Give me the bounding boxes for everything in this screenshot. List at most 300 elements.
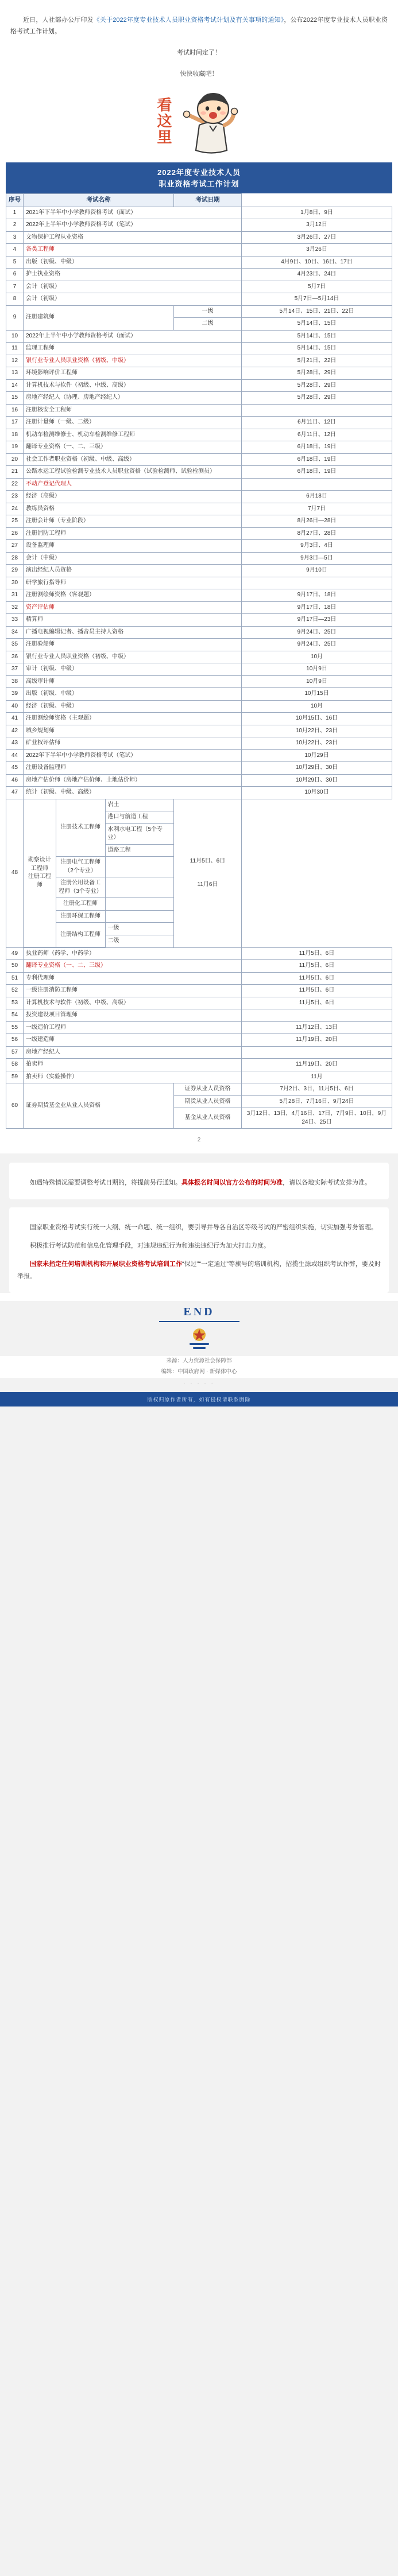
table-row bbox=[6, 441, 392, 454]
row-name: 出版（初级、中级） bbox=[24, 256, 242, 269]
table-row bbox=[6, 774, 392, 787]
row-number: 51 bbox=[6, 972, 24, 985]
row-name: 会计（中级） bbox=[24, 552, 242, 565]
row-number: 8 bbox=[6, 293, 24, 306]
row-number: 42 bbox=[6, 725, 24, 737]
row-name: 2022年下半年中小学教师资格考试（笔试） bbox=[24, 749, 242, 762]
nested-row bbox=[24, 799, 173, 811]
note-4-highlight: 国家未指定任何培训机构和开展职业资格考试培训工作 bbox=[30, 1260, 183, 1268]
group-label: 注册结构工程师 bbox=[56, 923, 105, 947]
row-date bbox=[242, 1009, 392, 1022]
table-row bbox=[6, 985, 392, 997]
row-name: 会计（初级） bbox=[24, 281, 242, 293]
header-name: 考试名称 bbox=[24, 194, 174, 207]
row-subname: 证券从业人员资格 bbox=[174, 1083, 242, 1096]
note-paragraph-3 bbox=[17, 1240, 381, 1252]
row-date bbox=[242, 577, 392, 589]
row-date bbox=[242, 1046, 392, 1059]
row-name: 计算机技术与软件（初级、中级、高级） bbox=[24, 379, 242, 392]
row-number: 11 bbox=[6, 343, 24, 355]
table-row bbox=[6, 1059, 392, 1071]
note-1-text: 如遇特殊情况需要调整考试日期的，将提前另行通知。 bbox=[30, 1179, 181, 1187]
row-name: 注册核安全工程师 bbox=[24, 404, 242, 417]
table-title-line1: 2022年度专业技术人员 bbox=[157, 168, 241, 177]
table-row bbox=[6, 392, 392, 405]
note-2-text: 国家职业资格考试实行统一大纲、统一命题、统一组织，要引导并导各自治区等级考试的严密组织实施，切实加强考务管理。 bbox=[30, 1224, 377, 1231]
row-date: 11月5日、6日 bbox=[242, 960, 392, 973]
row-number: 50 bbox=[6, 960, 24, 973]
row-date: 8月26日—28日 bbox=[242, 515, 392, 528]
row-number: 49 bbox=[6, 947, 24, 960]
row-name: 2022年上半年中小学教师资格考试（面试） bbox=[24, 330, 242, 343]
footer-source-2: 编辑：中国政府网 · 新媒体中心 bbox=[161, 1368, 237, 1375]
row-number: 15 bbox=[6, 392, 24, 405]
row-date: 5月14日、15日 bbox=[242, 343, 392, 355]
table-row bbox=[6, 453, 392, 466]
row-name: 专利代理师 bbox=[24, 972, 242, 985]
table-row bbox=[6, 219, 392, 232]
row-number: 26 bbox=[6, 527, 24, 540]
row-number: 52 bbox=[6, 985, 24, 997]
row-name: 经济（高级） bbox=[24, 491, 242, 503]
row-number: 9 bbox=[6, 305, 24, 330]
row-date: 11月 bbox=[242, 1071, 392, 1083]
table-row bbox=[6, 675, 392, 688]
row-number: 16 bbox=[6, 404, 24, 417]
row-date: 10月9日 bbox=[242, 663, 392, 676]
row-name: 机动车检测维修士、机动车检测维修工程师 bbox=[24, 429, 242, 441]
group-item: 岩土 bbox=[105, 799, 173, 811]
exam-schedule-table bbox=[6, 193, 392, 1129]
table-row bbox=[6, 527, 392, 540]
row-name: 经济（初级、中级） bbox=[24, 700, 242, 713]
end-word: END bbox=[183, 1305, 215, 1318]
footer-divider: · · · · · bbox=[0, 1378, 398, 1392]
row-date: 5月28日、7月16日、9月24日 bbox=[242, 1095, 392, 1108]
header-no: 序号 bbox=[6, 194, 24, 207]
schedule-table-wrap bbox=[0, 162, 398, 1129]
table-title-line2: 职业资格考试工作计划 bbox=[159, 179, 239, 188]
notice-line-2 bbox=[10, 68, 388, 80]
row-number: 32 bbox=[6, 601, 24, 614]
notice-text-2: 快快收藏吧！ bbox=[180, 70, 218, 77]
row-number: 6 bbox=[6, 269, 24, 281]
row-name: 注册设备监理师 bbox=[24, 762, 242, 775]
footer-source-1: 来源：人力资源社会保障部 bbox=[166, 1357, 232, 1364]
group-label: 注册技术工程师 bbox=[56, 799, 105, 857]
row-number: 28 bbox=[6, 552, 24, 565]
row-number: 60 bbox=[6, 1083, 24, 1129]
row-name: 各类工程师 bbox=[24, 244, 242, 257]
policy-link[interactable]: 《关于2022年度专业技术人员职业资格考试计划及有关事项的通知》 bbox=[93, 17, 284, 24]
row-date: 4月9日、10日、16日、17日 bbox=[242, 256, 392, 269]
footer-copyright: 版权归原作者所有，如有侵权请联系删除 bbox=[0, 1392, 398, 1406]
row-date bbox=[242, 404, 392, 417]
row-subname: 基金从业人员资格 bbox=[174, 1108, 242, 1129]
group-item: 道路工程 bbox=[105, 844, 173, 857]
row-number: 43 bbox=[6, 737, 24, 750]
table-body bbox=[6, 207, 392, 1129]
cartoon-figure bbox=[176, 90, 245, 156]
row-date: 6月18日、19日 bbox=[242, 466, 392, 479]
row-date: 11月5日、6日 11月6日 bbox=[174, 799, 242, 947]
table-row bbox=[6, 478, 392, 491]
note-paragraph-2 bbox=[17, 1222, 381, 1234]
table-row bbox=[6, 231, 392, 244]
row-date: 5月14日、15日 bbox=[242, 330, 392, 343]
table-row bbox=[6, 997, 392, 1009]
row-name: 审计（初级、中级） bbox=[24, 663, 242, 676]
row-date: 9月3日—5日 bbox=[242, 552, 392, 565]
row-date: 10月 bbox=[242, 651, 392, 663]
row-number: 10 bbox=[6, 330, 24, 343]
row-name: 银行业专业人员职业资格（初级、中级） bbox=[24, 651, 242, 663]
row-date: 11月5日、6日 bbox=[242, 972, 392, 985]
table-row bbox=[6, 589, 392, 602]
row-date: 10月29日、30日 bbox=[242, 774, 392, 787]
table-row bbox=[6, 787, 392, 799]
note-card-1 bbox=[9, 1163, 389, 1199]
row-number: 21 bbox=[6, 466, 24, 479]
row-number: 31 bbox=[6, 589, 24, 602]
row-name: 一级注册消防工程师 bbox=[24, 985, 242, 997]
row-name: 护士执业资格 bbox=[24, 269, 242, 281]
table-row bbox=[6, 663, 392, 676]
table-row bbox=[6, 269, 392, 281]
table-row bbox=[6, 1083, 392, 1096]
row-date: 4月23日、24日 bbox=[242, 269, 392, 281]
row-number: 19 bbox=[6, 441, 24, 454]
row-number: 35 bbox=[6, 639, 24, 651]
end-marker bbox=[0, 1301, 398, 1322]
row-name: 会计（初级） bbox=[24, 293, 242, 306]
group-item bbox=[105, 898, 173, 911]
row-number: 13 bbox=[6, 367, 24, 380]
row-name: 研学旅行指导师 bbox=[24, 577, 242, 589]
intro-section bbox=[0, 0, 398, 83]
row-name: 一级建造师 bbox=[24, 1034, 242, 1047]
row-number: 17 bbox=[6, 417, 24, 429]
table-row bbox=[6, 725, 392, 737]
row-date: 11月19日、20日 bbox=[242, 1034, 392, 1047]
row-name: 拍卖师（实验操作） bbox=[24, 1071, 242, 1083]
table-row bbox=[6, 367, 392, 380]
table-row bbox=[6, 207, 392, 219]
row-date: 10月9日 bbox=[242, 675, 392, 688]
group-label: 注册公用设备工程师（3个专业） bbox=[56, 877, 105, 898]
page-number: 2 bbox=[0, 1129, 398, 1153]
row-number: 38 bbox=[6, 675, 24, 688]
group-category: 勘察设计工程师 注册工程师 bbox=[24, 799, 56, 947]
row-name: 注册验船师 bbox=[24, 639, 242, 651]
row-name: 执业药师（药学、中药学） bbox=[24, 947, 242, 960]
row-date: 7月7日 bbox=[242, 503, 392, 515]
table-row bbox=[6, 947, 392, 960]
table-row bbox=[6, 601, 392, 614]
row-name: 一级造价工程师 bbox=[24, 1021, 242, 1034]
row-date: 9月17日、18日 bbox=[242, 589, 392, 602]
table-row bbox=[6, 293, 392, 306]
row-date: 5月14日、15日、21日、22日 bbox=[242, 305, 392, 318]
mascot-illustration bbox=[0, 87, 398, 156]
row-date: 6月11日、12日 bbox=[242, 417, 392, 429]
row-name: 注册消防工程师 bbox=[24, 527, 242, 540]
row-number: 46 bbox=[6, 774, 24, 787]
nested-group-table bbox=[24, 799, 173, 947]
table-row bbox=[6, 960, 392, 973]
row-name-nested bbox=[24, 799, 174, 947]
header-date: 考试日期 bbox=[174, 194, 242, 207]
row-date: 10月29日 bbox=[242, 749, 392, 762]
note-paragraph-1 bbox=[17, 1177, 381, 1189]
note-1-tail: ，请以各地实际考试安排为准。 bbox=[283, 1179, 371, 1187]
row-number: 14 bbox=[6, 379, 24, 392]
table-row bbox=[6, 1034, 392, 1047]
row-name: 设备监理师 bbox=[24, 540, 242, 553]
row-number: 20 bbox=[6, 453, 24, 466]
table-row bbox=[6, 626, 392, 639]
row-date: 3月26日 bbox=[242, 244, 392, 257]
look-here-text: 看这里 bbox=[155, 97, 172, 146]
row-name: 拍卖师 bbox=[24, 1059, 242, 1071]
intro-paragraph: 近日，人社部办公厅印发《关于2022年度专业技术人员职业资格考试计划及有关事项的通知》，公布2022年度专业技术人员职业资格考试工作计划。 bbox=[10, 17, 388, 36]
row-name: 教练员资格 bbox=[24, 503, 242, 515]
row-date: 11月19日、20日 bbox=[242, 1059, 392, 1071]
row-date: 9月17日、18日 bbox=[242, 601, 392, 614]
table-row bbox=[6, 552, 392, 565]
table-row bbox=[6, 688, 392, 701]
row-number: 39 bbox=[6, 688, 24, 701]
row-name: 2022年上半年中小学教师资格考试（笔试） bbox=[24, 219, 242, 232]
row-number: 59 bbox=[6, 1071, 24, 1083]
note-card-2 bbox=[9, 1207, 389, 1293]
table-row bbox=[6, 614, 392, 627]
row-number: 25 bbox=[6, 515, 24, 528]
group-item bbox=[105, 877, 173, 898]
table-row bbox=[6, 281, 392, 293]
row-number: 29 bbox=[6, 565, 24, 577]
row-name: 文物保护工程从业资格 bbox=[24, 231, 242, 244]
table-row bbox=[6, 491, 392, 503]
table-row bbox=[6, 330, 392, 343]
row-date: 6月18日 bbox=[242, 491, 392, 503]
row-name: 公路水运工程试验检测专业技术人员职业资格（试验检测师、试验检测员） bbox=[24, 466, 242, 479]
table-row bbox=[6, 256, 392, 269]
notice-text-1: 考试时间定了！ bbox=[177, 49, 221, 56]
row-name: 房地产估价师（房地产估价师、土地估价师） bbox=[24, 774, 242, 787]
row-date: 3月26日、27日 bbox=[242, 231, 392, 244]
row-date: 5月28日、29日 bbox=[242, 379, 392, 392]
row-name: 计算机技术与软件（初级、中级、高级） bbox=[24, 997, 242, 1009]
row-number: 58 bbox=[6, 1059, 24, 1071]
group-item: 水利水电工程（5个专业） bbox=[105, 823, 173, 844]
table-row bbox=[6, 565, 392, 577]
row-name: 翻译专业资格（一、二、三级） bbox=[24, 960, 242, 973]
table-row bbox=[6, 639, 392, 651]
row-number: 18 bbox=[6, 429, 24, 441]
row-date: 11月12日、13日 bbox=[242, 1021, 392, 1034]
row-date: 11月5日、6日 bbox=[242, 985, 392, 997]
row-number: 56 bbox=[6, 1034, 24, 1047]
table-row bbox=[6, 355, 392, 367]
row-date: 6月11日、12日 bbox=[242, 429, 392, 441]
row-subname: 期货从业人员资格 bbox=[174, 1095, 242, 1108]
row-date: 5月28日、29日 bbox=[242, 367, 392, 380]
row-number: 2 bbox=[6, 219, 24, 232]
row-name: 社会工作者职业资格（初级、中级、高级） bbox=[24, 453, 242, 466]
table-row bbox=[6, 244, 392, 257]
row-date: 1月8日、9日 bbox=[242, 207, 392, 219]
table-header-row bbox=[6, 194, 392, 207]
row-name: 矿业权评估师 bbox=[24, 737, 242, 750]
row-date: 11月5日、6日 bbox=[242, 997, 392, 1009]
row-number: 27 bbox=[6, 540, 24, 553]
table-row bbox=[6, 713, 392, 725]
table-row bbox=[6, 577, 392, 589]
row-date: 9月3日、4日 bbox=[242, 540, 392, 553]
row-number: 12 bbox=[6, 355, 24, 367]
row-subname: 一级 bbox=[174, 305, 242, 318]
row-number: 47 bbox=[6, 787, 24, 799]
row-name: 投资建设项目管理师 bbox=[24, 1009, 242, 1022]
row-number: 44 bbox=[6, 749, 24, 762]
table-row bbox=[6, 651, 392, 663]
row-date: 9月10日 bbox=[242, 565, 392, 577]
row-date: 10月22日、23日 bbox=[242, 725, 392, 737]
row-name: 注册测绘师资格（客观题） bbox=[24, 589, 242, 602]
row-name: 2021年下半年中小学教师资格考试（面试） bbox=[24, 207, 242, 219]
row-name: 出版（初级、中级） bbox=[24, 688, 242, 701]
row-name: 监理工程师 bbox=[24, 343, 242, 355]
note-3-text: 积极推行考试防范和信息化管理手段，对违规违纪行为和违法违纪行为加大打击力度。 bbox=[30, 1242, 270, 1249]
footer-logo bbox=[0, 1322, 398, 1356]
row-date: 10月22日、23日 bbox=[242, 737, 392, 750]
row-date: 3月12日、13日，4月16日、17日，7月9日、10日，9月24日、25日 bbox=[242, 1108, 392, 1129]
row-name: 环境影响评价工程师 bbox=[24, 367, 242, 380]
row-date: 10月15日、16日 bbox=[242, 713, 392, 725]
note-1-highlight: 具体报名时间以官方公布的时间为准 bbox=[181, 1179, 283, 1187]
table-title bbox=[6, 162, 392, 193]
row-date: 11月5日、6日 bbox=[242, 947, 392, 960]
row-name: 统计（初级、中级、高级） bbox=[24, 787, 242, 799]
row-date: 5月21日、22日 bbox=[242, 355, 392, 367]
row-date: 5月7日—5月14日 bbox=[242, 293, 392, 306]
row-date: 10月30日 bbox=[242, 787, 392, 799]
row-name: 翻译专业资格（一、二、三级） bbox=[24, 441, 242, 454]
row-date: 6月18日、19日 bbox=[242, 441, 392, 454]
table-row bbox=[6, 972, 392, 985]
group-label: 注册化工程师 bbox=[56, 898, 105, 911]
table-row bbox=[6, 749, 392, 762]
row-name: 注册测绘师资格（主观题） bbox=[24, 713, 242, 725]
row-number: 4 bbox=[6, 244, 24, 257]
group-label: 注册电气工程师（2个专业） bbox=[56, 857, 105, 877]
row-number: 34 bbox=[6, 626, 24, 639]
row-number: 5 bbox=[6, 256, 24, 269]
table-row bbox=[6, 503, 392, 515]
row-date: 8月27日、28日 bbox=[242, 527, 392, 540]
row-number: 23 bbox=[6, 491, 24, 503]
table-row bbox=[6, 515, 392, 528]
table-row bbox=[6, 379, 392, 392]
row-date: 5月28日、29日 bbox=[242, 392, 392, 405]
row-date bbox=[242, 478, 392, 491]
note-4-quote: “保过”“一定通过” bbox=[182, 1260, 229, 1268]
row-name: 高级审计师 bbox=[24, 675, 242, 688]
row-date: 10月15日 bbox=[242, 688, 392, 701]
table-row bbox=[6, 540, 392, 553]
row-number: 24 bbox=[6, 503, 24, 515]
row-name: 广播电视编辑记者、播音员主持人资格 bbox=[24, 626, 242, 639]
group-item: 一级 bbox=[105, 923, 173, 935]
row-date: 10月29日、30日 bbox=[242, 762, 392, 775]
row-subname: 二级 bbox=[174, 318, 242, 331]
row-number: 45 bbox=[6, 762, 24, 775]
row-date: 9月17日—23日 bbox=[242, 614, 392, 627]
row-number: 54 bbox=[6, 1009, 24, 1022]
row-number: 30 bbox=[6, 577, 24, 589]
row-date: 5月7日 bbox=[242, 281, 392, 293]
row-number: 55 bbox=[6, 1021, 24, 1034]
bottom-notes bbox=[0, 1153, 398, 1292]
row-number: 53 bbox=[6, 997, 24, 1009]
table-row bbox=[6, 404, 392, 417]
table-row bbox=[6, 700, 392, 713]
row-name: 不动产登记代理人 bbox=[24, 478, 242, 491]
row-name: 注册计量师（一级、二级） bbox=[24, 417, 242, 429]
table-row bbox=[6, 417, 392, 429]
table-row bbox=[6, 1046, 392, 1059]
emblem-icon bbox=[184, 1326, 215, 1352]
table-row bbox=[6, 799, 392, 947]
row-number: 57 bbox=[6, 1046, 24, 1059]
table-row bbox=[6, 429, 392, 441]
group-label: 注册环保工程师 bbox=[56, 910, 105, 923]
note-paragraph-4 bbox=[17, 1258, 381, 1283]
row-number: 40 bbox=[6, 700, 24, 713]
group-item bbox=[105, 857, 173, 877]
row-name: 精算师 bbox=[24, 614, 242, 627]
row-name: 注册建筑师 bbox=[24, 305, 174, 330]
row-name: 城乡规划师 bbox=[24, 725, 242, 737]
row-number: 33 bbox=[6, 614, 24, 627]
row-date: 6月18日、19日 bbox=[242, 453, 392, 466]
row-number: 7 bbox=[6, 281, 24, 293]
table-row bbox=[6, 1071, 392, 1083]
row-date: 3月12日 bbox=[242, 219, 392, 232]
table-row bbox=[6, 305, 392, 318]
table-row bbox=[6, 762, 392, 775]
table-row bbox=[6, 1021, 392, 1034]
row-name: 房地产经纪人（协理、房地产经纪人） bbox=[24, 392, 242, 405]
row-number: 3 bbox=[6, 231, 24, 244]
row-name: 资产评估师 bbox=[24, 601, 242, 614]
table-row bbox=[6, 1009, 392, 1022]
row-number: 1 bbox=[6, 207, 24, 219]
table-row bbox=[6, 466, 392, 479]
table-row bbox=[6, 737, 392, 750]
row-name: 注册会计师（专业阶段） bbox=[24, 515, 242, 528]
row-date: 9月24日、25日 bbox=[242, 626, 392, 639]
row-number: 22 bbox=[6, 478, 24, 491]
row-name: 银行业专业人员职业资格（初级、中级） bbox=[24, 355, 242, 367]
row-date: 5月14日、15日 bbox=[242, 318, 392, 331]
row-number: 37 bbox=[6, 663, 24, 676]
row-name: 证券期货基金业从业人员资格 bbox=[24, 1083, 174, 1129]
row-name: 演出经纪人员资格 bbox=[24, 565, 242, 577]
group-item bbox=[105, 910, 173, 923]
group-item: 二级 bbox=[105, 935, 173, 947]
